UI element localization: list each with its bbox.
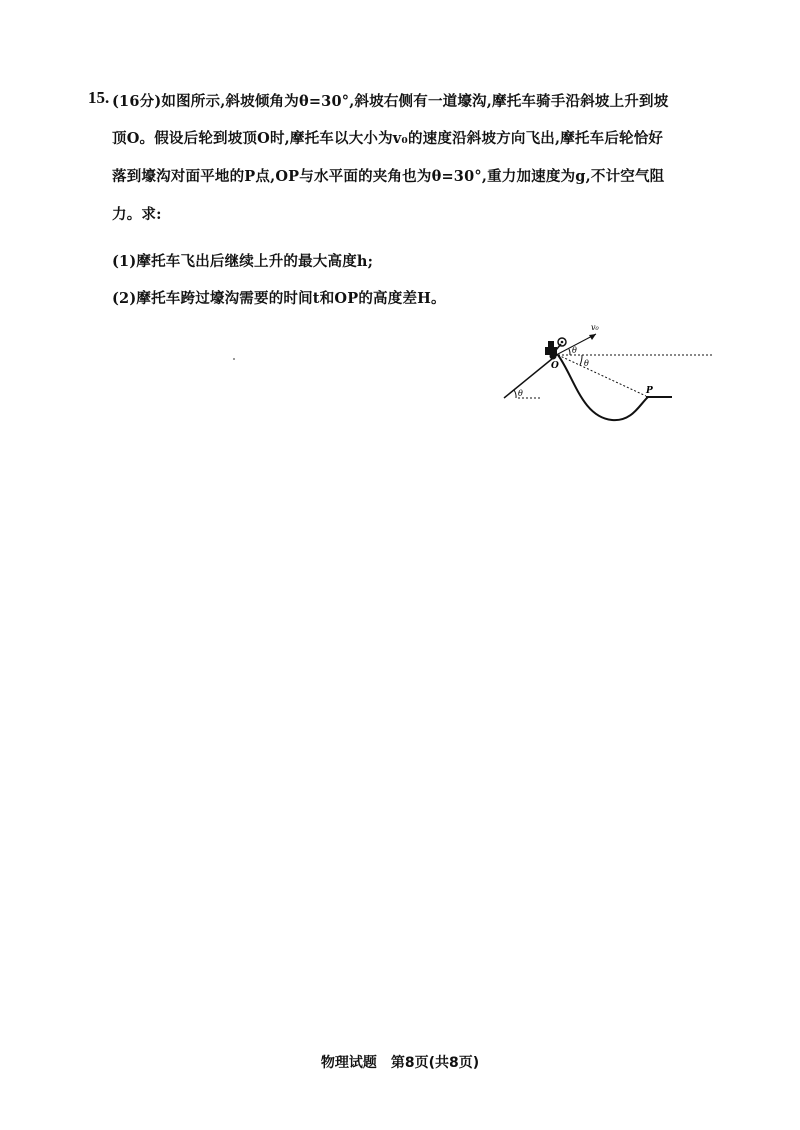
point-o-label: O <box>551 361 559 371</box>
op-angle-arc <box>580 355 582 365</box>
physics-diagram <box>496 322 720 426</box>
slope-angle-label: θ <box>518 389 523 398</box>
question-text-line-2: 顶O。假设后轮到坡顶O时,摩托车以大小为v₀的速度沿斜坡方向飞出,摩托车后轮恰好 <box>112 130 664 147</box>
page-footer: 物理试题 第8页(共8页) <box>320 1055 480 1071</box>
op-line <box>558 355 646 396</box>
slope-angle-arc <box>514 390 516 398</box>
question-text-line-3: 落到壕沟对面平地的P点,OP与水平面的夹角也为θ=30°,重力加速度为g,不计空气阻 <box>112 168 665 185</box>
question-number: 15. <box>88 88 110 107</box>
motorcycle-icon <box>545 338 566 360</box>
launch-angle-arc <box>569 349 570 355</box>
trench-curve <box>558 355 648 420</box>
question-text-line-1: (16分)如图所示,斜坡倾角为θ=30°,斜坡右侧有一道壕沟,摩托车骑手沿斜坡上升到坡 <box>112 93 669 110</box>
slope-line <box>504 354 558 398</box>
op-angle-label: θ <box>584 359 589 368</box>
launch-angle-label: θ <box>572 346 577 355</box>
sub-question-2: (2)摩托车跨过壕沟需要的时间t和OP的高度差H。 <box>112 290 446 307</box>
question-text-line-4: 力。求: <box>112 206 162 223</box>
sub-question-1: (1)摩托车飞出后继续上升的最大高度h; <box>112 253 374 270</box>
speck <box>233 358 235 360</box>
point-p-label: P <box>646 386 653 396</box>
v0-label: v₀ <box>591 323 599 332</box>
